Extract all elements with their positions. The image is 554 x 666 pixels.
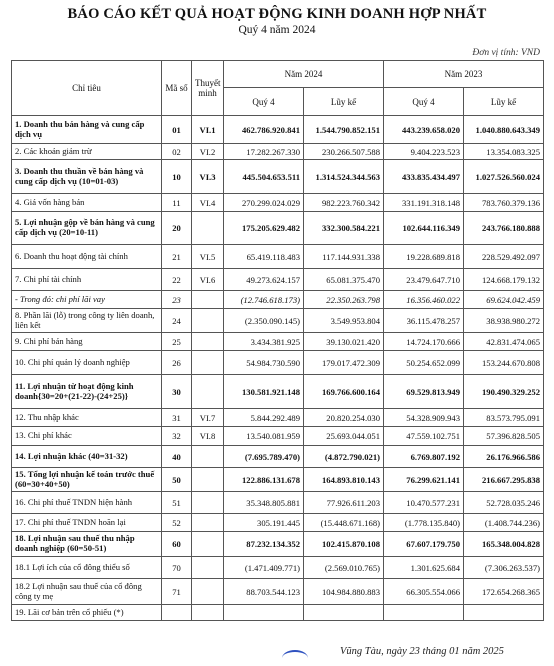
table-row: [12, 605, 544, 621]
cell-note: VI.1: [192, 116, 224, 144]
table-row: [12, 144, 544, 160]
cell-note: VI.4: [192, 194, 224, 212]
cell-q4-2024: 88.703.544.123: [224, 579, 304, 605]
cell-ytd-2024: 164.893.810.143: [304, 468, 384, 492]
cell-label: 13. Chi phí khác: [12, 427, 162, 446]
cell-q4-2023: 69.529.813.949: [384, 375, 464, 409]
cell-q4-2024: 462.786.920.841: [224, 116, 304, 144]
cell-ytd-2023: 228.529.492.097: [464, 245, 544, 269]
cell-code: 23: [162, 291, 192, 309]
table-row: [12, 245, 544, 269]
cell-q4-2023: 6.769.807.192: [384, 446, 464, 468]
cell-code: 22: [162, 269, 192, 291]
cell-ytd-2023: 42.831.474.065: [464, 333, 544, 351]
cell-note: [192, 351, 224, 375]
cell-ytd-2023: 69.624.042.459: [464, 291, 544, 309]
cell-code: 70: [162, 557, 192, 579]
cell-ytd-2023: (1.408.744.236): [464, 514, 544, 532]
cell-label: 8. Phần lãi (lỗ) trong công ty liên doanh, liên kết: [12, 309, 162, 333]
cell-note: [192, 532, 224, 557]
cell-q4-2023: 23.479.647.710: [384, 269, 464, 291]
cell-ytd-2024: 39.130.021.420: [304, 333, 384, 351]
cell-label: 18.2 Lợi nhuận sau thuế của cổ đông công ty mẹ: [12, 579, 162, 605]
cell-note: [192, 375, 224, 409]
cell-ytd-2024: 982.223.760.342: [304, 194, 384, 212]
cell-ytd-2023: 124.668.179.132: [464, 269, 544, 291]
report-subtitle: Quý 4 năm 2024: [238, 24, 316, 36]
cell-code: 31: [162, 409, 192, 427]
cell-ytd-2023: 83.573.795.091: [464, 409, 544, 427]
place-date: Vũng Tàu, ngày 23 tháng 01 năm 2025: [340, 646, 504, 657]
cell-ytd-2024: 77.926.611.203: [304, 492, 384, 514]
cell-ytd-2023: (7.306.263.537): [464, 557, 544, 579]
table-row: [12, 291, 544, 309]
header-ytd-2023: Lũy kế: [464, 88, 544, 116]
cell-note: VI.2: [192, 144, 224, 160]
table-row: [12, 468, 544, 492]
cell-label: 2. Các khoản giảm trừ: [12, 144, 162, 160]
cell-ytd-2024: [304, 605, 384, 621]
cell-code: 24: [162, 309, 192, 333]
cell-note: VI.7: [192, 409, 224, 427]
cell-q4-2023: 443.239.658.020: [384, 116, 464, 144]
cell-code: 52: [162, 514, 192, 532]
cell-code: 71: [162, 579, 192, 605]
cell-ytd-2023: 52.728.035.246: [464, 492, 544, 514]
cell-note: [192, 291, 224, 309]
header-q4-2024: Quý 4: [224, 88, 304, 116]
cell-q4-2023: 66.305.554.066: [384, 579, 464, 605]
cell-q4-2023: 67.607.179.750: [384, 532, 464, 557]
table-row: [12, 212, 544, 245]
cell-q4-2024: 130.581.921.148: [224, 375, 304, 409]
cell-label: 11. Lợi nhuận từ hoạt động kinh doanh{30=20+(21-22)-(24+25)}: [12, 375, 162, 409]
cell-ytd-2023: 13.354.083.325: [464, 144, 544, 160]
cell-note: VI.6: [192, 269, 224, 291]
cell-q4-2023: 76.299.621.141: [384, 468, 464, 492]
cell-note: [192, 333, 224, 351]
table-row: [12, 309, 544, 333]
table-row: [12, 160, 544, 194]
cell-q4-2023: 9.404.223.523: [384, 144, 464, 160]
cell-q4-2024: 49.273.624.157: [224, 269, 304, 291]
cell-ytd-2024: 179.017.472.309: [304, 351, 384, 375]
table-row: [12, 446, 544, 468]
cell-ytd-2024: 104.984.880.883: [304, 579, 384, 605]
cell-note: [192, 212, 224, 245]
cell-label: 10. Chi phí quản lý doanh nghiệp: [12, 351, 162, 375]
cell-q4-2024: (7.695.789.470): [224, 446, 304, 468]
table-row: [12, 351, 544, 375]
table-row: [12, 557, 544, 579]
cell-label: 6. Doanh thu hoạt động tài chính: [12, 245, 162, 269]
cell-ytd-2024: (15.448.671.168): [304, 514, 384, 532]
cell-q4-2023: (1.778.135.840): [384, 514, 464, 532]
cell-q4-2024: 5.844.292.489: [224, 409, 304, 427]
cell-ytd-2024: 1.544.790.852.151: [304, 116, 384, 144]
table-row: [12, 375, 544, 409]
cell-label: - Trong đó: chi phí lãi vay: [12, 291, 162, 309]
cell-ytd-2024: (2.569.010.765): [304, 557, 384, 579]
cell-q4-2023: 16.356.460.022: [384, 291, 464, 309]
cell-ytd-2023: 38.938.980.272: [464, 309, 544, 333]
header-note: Thuyết minh: [192, 61, 224, 116]
cell-code: 30: [162, 375, 192, 409]
cell-q4-2024: 122.886.131.678: [224, 468, 304, 492]
cell-q4-2023: 14.724.170.666: [384, 333, 464, 351]
cell-code: 11: [162, 194, 192, 212]
cell-label: 12. Thu nhập khác: [12, 409, 162, 427]
cell-code: 01: [162, 116, 192, 144]
cell-ytd-2023: 216.667.295.838: [464, 468, 544, 492]
cell-q4-2024: 175.205.629.482: [224, 212, 304, 245]
table-row: [12, 532, 544, 557]
cell-ytd-2024: 22.350.263.798: [304, 291, 384, 309]
cell-note: [192, 309, 224, 333]
table-row: [12, 579, 544, 605]
income-statement-table: [11, 60, 544, 621]
cell-label: 14. Lợi nhuận khác (40=31-32): [12, 446, 162, 468]
cell-note: [192, 579, 224, 605]
table-row: [12, 514, 544, 532]
cell-label: 9. Chi phí bán hàng: [12, 333, 162, 351]
cell-label: 5. Lợi nhuận gộp về bán hàng và cung cấp dịch vụ (20=10-11): [12, 212, 162, 245]
cell-q4-2024: 87.232.134.352: [224, 532, 304, 557]
cell-note: [192, 492, 224, 514]
cell-q4-2023: 1.301.625.684: [384, 557, 464, 579]
cell-ytd-2023: 1.027.526.560.024: [464, 160, 544, 194]
cell-q4-2024: 35.348.805.881: [224, 492, 304, 514]
cell-label: 15. Tổng lợi nhuận kế toán trước thuế (60=30+40+50): [12, 468, 162, 492]
cell-ytd-2024: 230.266.507.588: [304, 144, 384, 160]
cell-ytd-2024: 1.314.524.344.563: [304, 160, 384, 194]
cell-ytd-2024: 169.766.600.164: [304, 375, 384, 409]
header-year-2024: Năm 2024: [224, 61, 384, 88]
cell-ytd-2023: [464, 605, 544, 621]
cell-note: [192, 605, 224, 621]
cell-code: 21: [162, 245, 192, 269]
table-row: [12, 116, 544, 144]
cell-ytd-2024: 3.549.953.804: [304, 309, 384, 333]
cell-q4-2023: 19.228.689.818: [384, 245, 464, 269]
cell-code: 25: [162, 333, 192, 351]
cell-code: 40: [162, 446, 192, 468]
cell-ytd-2024: 65.081.375.470: [304, 269, 384, 291]
cell-ytd-2023: 165.348.004.828: [464, 532, 544, 557]
cell-ytd-2023: 1.040.880.643.349: [464, 116, 544, 144]
cell-code: 20: [162, 212, 192, 245]
cell-ytd-2023: 190.490.329.252: [464, 375, 544, 409]
cell-ytd-2024: 102.415.870.108: [304, 532, 384, 557]
cell-code: 10: [162, 160, 192, 194]
cell-ytd-2024: 20.820.254.030: [304, 409, 384, 427]
cell-label: 1. Doanh thu bán hàng và cung cấp dịch vụ: [12, 116, 162, 144]
currency-unit: Đơn vị tính: VND: [472, 48, 540, 58]
cell-q4-2023: 54.328.909.943: [384, 409, 464, 427]
cell-label: 19. Lãi cơ bản trên cổ phiếu (*): [12, 605, 162, 621]
header-year-2023: Năm 2023: [384, 61, 544, 88]
cell-code: 32: [162, 427, 192, 446]
cell-q4-2024: (1.471.409.771): [224, 557, 304, 579]
cell-q4-2024: 17.282.267.330: [224, 144, 304, 160]
report-title: BÁO CÁO KẾT QUẢ HOẠT ĐỘNG KINH DOANH HỢP NHẤT: [67, 6, 487, 22]
cell-note: [192, 446, 224, 468]
cell-ytd-2024: (4.872.790.021): [304, 446, 384, 468]
cell-q4-2023: [384, 605, 464, 621]
cell-ytd-2023: 783.760.379.136: [464, 194, 544, 212]
header-code: Mã số: [162, 61, 192, 116]
cell-label: 4. Giá vốn hàng bán: [12, 194, 162, 212]
cell-note: VI.5: [192, 245, 224, 269]
cell-q4-2024: [224, 605, 304, 621]
cell-label: 3. Doanh thu thuần về bán hàng và cung cấp dịch vụ (10=01-03): [12, 160, 162, 194]
cell-note: [192, 557, 224, 579]
cell-q4-2023: 36.115.478.257: [384, 309, 464, 333]
cell-q4-2023: 50.254.652.099: [384, 351, 464, 375]
cell-label: 7. Chi phí tài chính: [12, 269, 162, 291]
table-row: [12, 333, 544, 351]
cell-note: VI.3: [192, 160, 224, 194]
cell-ytd-2023: 243.766.180.888: [464, 212, 544, 245]
cell-note: VI.8: [192, 427, 224, 446]
table-row: [12, 492, 544, 514]
cell-note: [192, 468, 224, 492]
header-ytd-2024: Lũy kế: [304, 88, 384, 116]
cell-q4-2024: 65.419.118.483: [224, 245, 304, 269]
cell-ytd-2024: 25.693.044.051: [304, 427, 384, 446]
cell-label: 17. Chi phí thuế TNDN hoãn lại: [12, 514, 162, 532]
cell-q4-2024: (12.746.618.173): [224, 291, 304, 309]
header-q4-2023: Quý 4: [384, 88, 464, 116]
cell-ytd-2023: 172.654.268.365: [464, 579, 544, 605]
cell-label: 18. Lợi nhuận sau thuế thu nhập doanh nghiệp (60=50-51): [12, 532, 162, 557]
cell-ytd-2024: 332.300.584.221: [304, 212, 384, 245]
cell-note: [192, 514, 224, 532]
signature-mark: [282, 650, 308, 666]
cell-code: 51: [162, 492, 192, 514]
cell-q4-2024: 3.434.381.925: [224, 333, 304, 351]
cell-q4-2024: 270.299.024.029: [224, 194, 304, 212]
cell-code: 02: [162, 144, 192, 160]
cell-q4-2024: 445.504.653.511: [224, 160, 304, 194]
cell-code: 60: [162, 532, 192, 557]
cell-code: [162, 605, 192, 621]
cell-ytd-2023: 26.176.966.586: [464, 446, 544, 468]
cell-ytd-2023: 57.396.828.505: [464, 427, 544, 446]
cell-code: 26: [162, 351, 192, 375]
cell-q4-2023: 10.470.577.231: [384, 492, 464, 514]
table-row: [12, 409, 544, 427]
cell-q4-2024: (2.350.090.145): [224, 309, 304, 333]
table-row: [12, 194, 544, 212]
cell-label: 18.1 Lợi ích của cổ đông thiểu số: [12, 557, 162, 579]
cell-ytd-2023: 153.244.670.808: [464, 351, 544, 375]
cell-q4-2024: 305.191.445: [224, 514, 304, 532]
cell-q4-2023: 47.559.102.751: [384, 427, 464, 446]
cell-label: 16. Chi phí thuế TNDN hiện hành: [12, 492, 162, 514]
cell-q4-2023: 102.644.116.349: [384, 212, 464, 245]
table-row: [12, 269, 544, 291]
cell-ytd-2024: 117.144.931.338: [304, 245, 384, 269]
header-indicator: Chỉ tiêu: [12, 61, 162, 116]
cell-code: 50: [162, 468, 192, 492]
cell-q4-2023: 433.835.434.497: [384, 160, 464, 194]
table-row: [12, 427, 544, 446]
cell-q4-2023: 331.191.318.148: [384, 194, 464, 212]
cell-q4-2024: 13.540.081.959: [224, 427, 304, 446]
cell-q4-2024: 54.984.730.590: [224, 351, 304, 375]
